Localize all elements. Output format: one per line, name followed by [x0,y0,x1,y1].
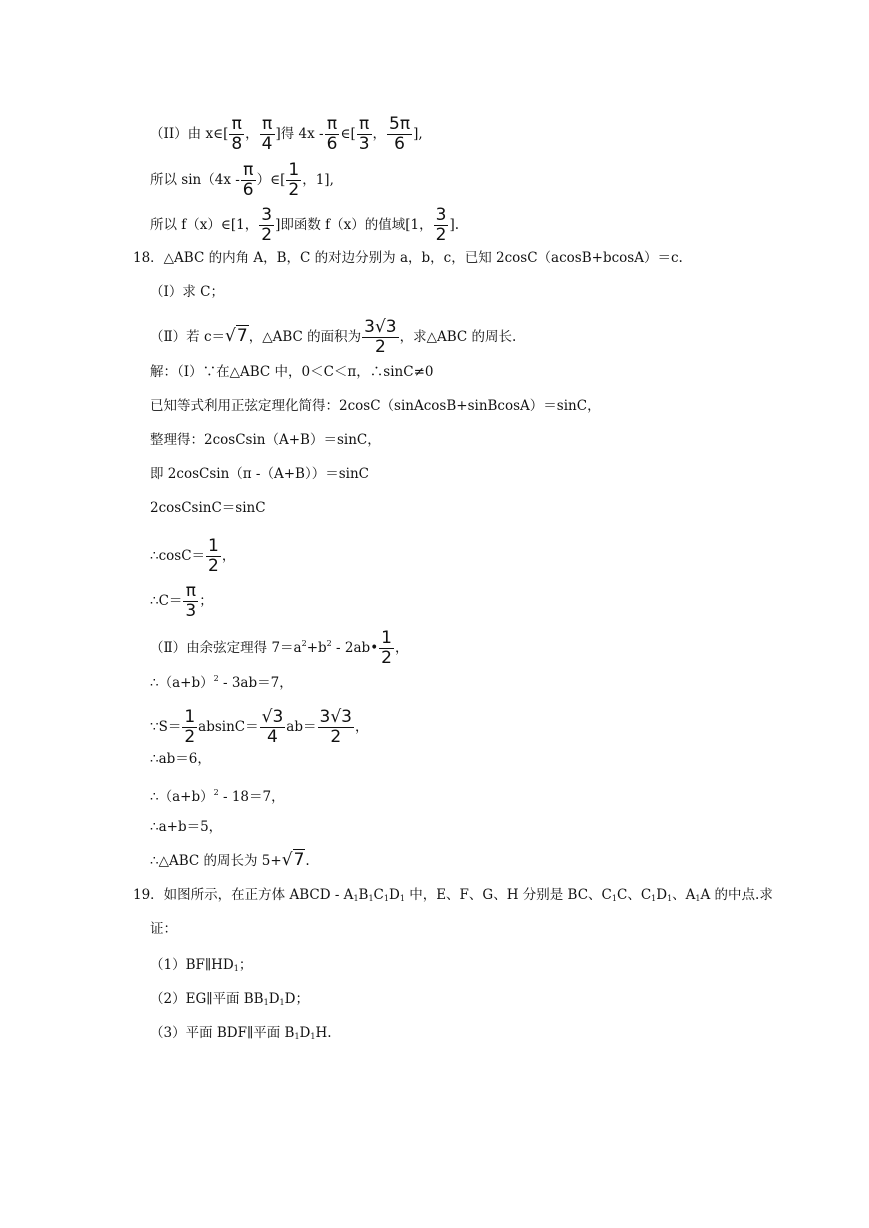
solution-line: 整理得：2cosCsin（A+B）＝sinC， [150,432,381,448]
text: 19．如图所示，在正方体 ABCD - A [133,887,354,903]
question-19-part3 [150,1024,332,1046]
sqrt-7: √7 [281,850,305,870]
question-18-part1: （Ⅰ）求 C； [150,284,224,300]
subscript: 1 [667,894,673,903]
fraction-pi-6: $\frac{\pi}{6}$ [242,160,254,200]
text: ]得 4x - [275,126,324,142]
text: （II）由 x∈[ [150,126,229,142]
text: ； [199,593,213,609]
text: ， [221,548,236,564]
text: - 3ab＝7， [218,675,293,691]
text: D [299,1025,311,1041]
subscript: 1 [383,894,389,903]
solution-line: 解：（Ⅰ）∵在△ABC 中，0＜C＜π，∴sinC≠0 [150,364,434,380]
text: ∵S＝ [150,719,182,735]
subscript: 1 [651,894,657,903]
fraction-3-2: $\frac{3}{2}$ [261,205,273,245]
subscript: 1 [263,998,269,1007]
superscript: 2 [213,788,219,797]
fraction-1-2: $\frac{1}{2}$ [208,536,219,576]
question-19-cont: 证： [150,921,177,937]
text: ∴（a+b） [150,789,214,805]
superscript: 2 [326,639,332,648]
text: ，1], [302,172,334,188]
text: ab＝ [286,719,317,735]
fraction-pi-6: $\frac{\pi}{6}$ [326,114,338,154]
text: ； [238,957,253,973]
text: - 2ab• [331,640,379,656]
fraction-pi-8: $\frac{\pi}{8}$ [231,114,243,154]
text: 、A [672,887,696,903]
text: 所以 sin（4x - [150,172,240,188]
text: B [358,887,369,903]
question-19-part1 [150,956,252,978]
question-18: 18．△ABC 的内角 A，B，C 的对边分别为 a，b，c，已知 2cosC（acosB+bcosA）＝c. [133,250,683,266]
question-19 [133,886,773,908]
fraction-pi-4: $\frac{\pi}{4}$ [261,114,273,154]
text: ， [354,719,369,735]
fraction-5pi-6: $\frac{5\pi}{6}$ [389,114,411,154]
text: D [388,887,400,903]
subscript: 1 [695,894,701,903]
subscript: 1 [233,964,239,973]
solution-line: ∴ab＝6， [150,751,211,767]
fraction-3sqrt3-2: $\frac{3√3}{2}$ [319,707,352,747]
solution-line: 即 2cosCsin（π -（A+B））＝sinC [150,466,369,482]
text: +b [306,640,327,656]
text: ， [372,126,387,142]
text: （3）平面 BDF∥平面 B [150,1025,295,1041]
text: ，求△ABC 的周长. [399,329,517,345]
fraction-3-2: $\frac{3}{2}$ [435,205,447,245]
text: ∈[ [340,126,356,142]
text: D； [284,991,309,1007]
text: - 18＝7， [218,789,285,805]
line-f-range [150,207,459,244]
subscript: 1 [279,998,285,1007]
solution-line [150,670,293,692]
text: ，△ABC 的面积为 [248,329,362,345]
text: D [268,991,280,1007]
text: ∴（a+b） [150,675,214,691]
fraction-pi-3: $\frac{\pi}{3}$ [185,581,197,621]
subscript: 1 [611,894,617,903]
subscript: 1 [294,1032,300,1041]
fraction-pi-3: $\frac{\pi}{3}$ [358,114,370,154]
solution-C [150,583,213,620]
text: . [305,853,310,869]
text: absinC＝ [198,719,259,735]
fraction-1-2: $\frac{1}{2}$ [184,707,196,747]
text: ， [245,126,259,142]
text: C、C [616,887,652,903]
text: （2）EG∥平面 BB [150,991,264,1007]
text: ， [394,640,409,656]
superscript: 2 [213,674,219,683]
text: 中，E、F、G、H 分别是 BC、C [404,887,612,903]
question-18-part2 [150,319,516,356]
text: ）∈[ [256,172,286,188]
subscript: 1 [353,894,359,903]
text: ∴cosC＝ [150,548,206,564]
text: ], [413,126,423,142]
sqrt-7: √7 [225,326,248,346]
fraction-1-2: $\frac{1}{2}$ [381,628,392,668]
solution-line: ∴a+b＝5， [150,819,223,835]
text: ∴C＝ [150,593,183,609]
solution-area [150,709,368,746]
question-19-part2 [150,990,309,1012]
subscript: 1 [310,1032,316,1041]
subscript: 1 [368,894,374,903]
superscript: 2 [301,639,307,648]
text: 所以 f（x）∈[1， [150,217,259,233]
text: A 的中点.求 [700,887,773,903]
line-sin-range [150,162,334,199]
text: D [656,887,668,903]
text: （Ⅱ）若 c＝ [150,329,226,345]
solution-line [150,784,285,806]
text: ]. [449,217,460,233]
text: （1）BF∥HD [150,957,234,973]
solution-line: 已知等式利用正弦定理化简得：2cosC（sinAcosB+sinBcosA）＝sinC， [150,398,601,414]
solution-cosine-law [150,630,408,667]
solution-cosC [150,538,235,575]
subscript: 1 [399,894,405,903]
solution-line: 2cosCsinC＝sinC [150,500,266,516]
text: C [373,887,384,903]
line-part2-domain [150,116,423,153]
solution-perimeter [150,851,310,870]
text: ∴△ABC 的周长为 5+ [150,853,282,869]
text: H. [315,1025,332,1041]
fraction-3sqrt3-2: $\frac{3√3}{2}$ [364,317,397,357]
text: ]即函数 f（x）的值域[1， [275,217,433,233]
text: （Ⅱ）由余弦定理得 7＝a [150,640,302,656]
fraction-sqrt3-4: $\frac{√3}{4}$ [261,707,284,747]
fraction-1-2: $\frac{1}{2}$ [288,160,300,200]
